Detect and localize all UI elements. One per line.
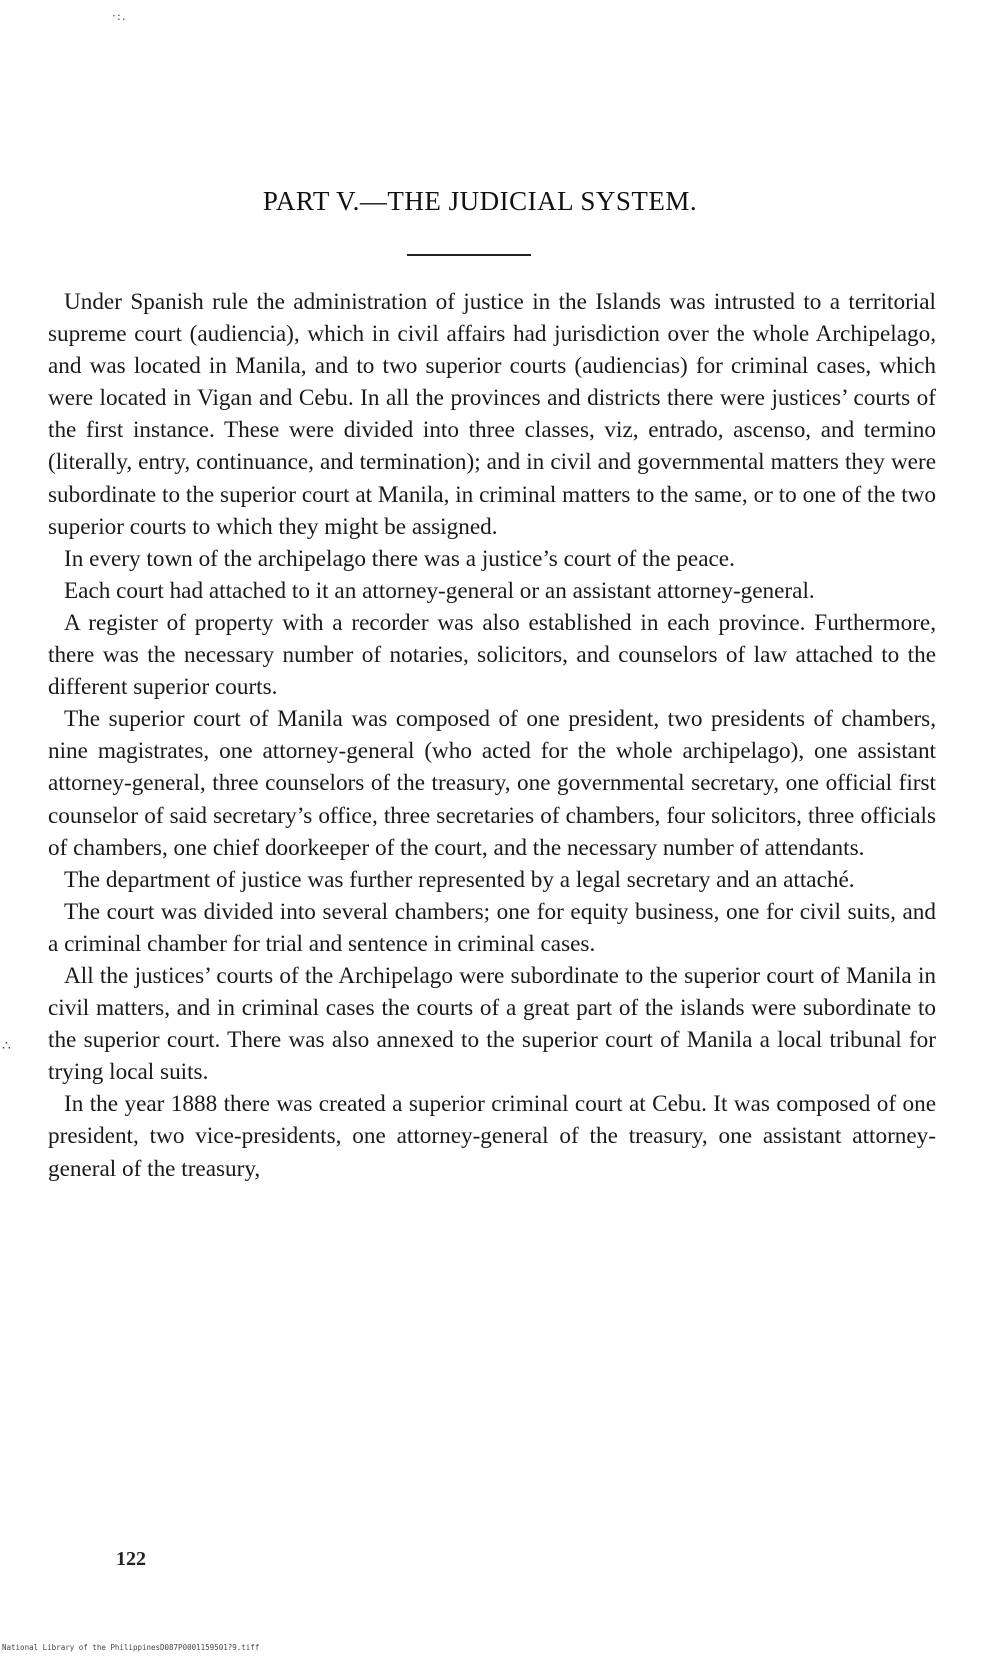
paragraph-4: A register of property with a recorder was also established in each province. Furthermore, there was the necessary number of notaries, solicitors, and counselors of law attached to the different superior courts. bbox=[48, 609, 936, 701]
paragraph-6: The department of justice was further represented by a legal secretary and an attaché. bbox=[64, 866, 855, 893]
footer-file-name: D087P0001159501?9.tiff bbox=[160, 1643, 260, 1652]
paragraph-1: Under Spanish rule the administration of justice in the Islands was intrusted to a territorial supreme court (audiencia), which in civil affairs had jurisdiction over the whole Archipelago, and was located in Manila, and to two superior courts (audiencias) for criminal cases, which were located in Vigan and Cebu. In all the provinces and districts there were justices’ courts of the first instance. These were divided into three classes, viz, entrado, ascenso, and termino (literally, entry, continuance, and termination); and in civil and governmental matters they were subordinate to the superior court at Manila, in criminal matters to the same, or to one of the two superior courts to which they might be assigned. bbox=[48, 289, 936, 540]
page-title: PART V.—THE JUDICIAL SYSTEM. bbox=[262, 186, 698, 216]
corner-mark: ·:. bbox=[112, 9, 127, 23]
footer-library-credit: National Library of the Philippines bbox=[2, 1643, 161, 1652]
margin-mark: ∴ bbox=[2, 1038, 11, 1054]
paragraph-9: In the year 1888 there was created a superior criminal court at Cebu. It was composed of one president, two vice-presidents, one attorney-general of the treasury, one assistant attorney-general of the treasury, bbox=[48, 1091, 936, 1182]
paragraph-5: The superior court of Manila was composed of one president, two presidents of chambers, nine magistrates, one attorney-general (who acted for the whole archipelago), one assistant attorney-general, three counselors of the treasury, one governmental secretary, one official first counselor of said secretary’s office, three secretaries of chambers, four solicitors, three officials of chambers, one chief doorkeeper of the court, and the necessary number of attendants. bbox=[48, 706, 936, 861]
paragraph-2: In every town of the archipelago there was a justice’s court of the peace. bbox=[64, 545, 735, 572]
page-number: 122 bbox=[116, 1548, 146, 1570]
body-text bbox=[48, 286, 936, 1185]
paragraph-7: The court was divided into several chambers; one for equity business, one for civil suits, and a criminal chamber for trial and sentence in criminal cases. bbox=[48, 898, 936, 957]
paragraph-3: Each court had attached to it an attorney-general or an assistant attorney-general. bbox=[64, 577, 815, 604]
title-divider bbox=[407, 254, 531, 256]
paragraph-8: All the justices’ courts of the Archipelago were subordinate to the superior court of Manila in civil matters, and in criminal cases the courts of a great part of the islands were subordinate to the superior court. There was also annexed to the superior court of Manila a local tribunal for trying local suits. bbox=[48, 962, 936, 1086]
